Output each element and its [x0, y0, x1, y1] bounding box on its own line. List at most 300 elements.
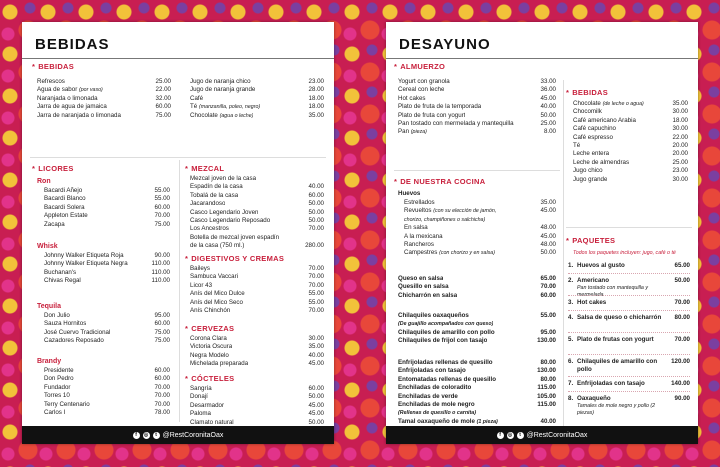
item-label: Naranjada o limonada: [37, 94, 98, 102]
item-label: Jugo de naranja chico: [190, 78, 251, 85]
package-item: [568, 314, 690, 322]
bebidas-list-left: [37, 78, 171, 120]
item-label: Carlos I: [44, 409, 66, 417]
item-name: [190, 282, 212, 290]
item-price: 32.00: [155, 94, 171, 102]
item-name: [398, 393, 458, 401]
social-footer: [22, 426, 334, 444]
item-label: Corona Clara: [190, 335, 227, 342]
bebidas-page: [22, 22, 334, 444]
page-title: BEBIDAS: [35, 36, 110, 53]
item-label: Agua de sabor: [37, 86, 79, 94]
section-title-almuerzo: * ALMUERZO: [394, 62, 446, 71]
item-price: 55.00: [154, 195, 170, 203]
menu-item: [398, 312, 556, 320]
item-price: 45.00: [540, 94, 556, 102]
menu-item: [398, 128, 556, 136]
item-name: [573, 108, 602, 116]
item-price: 90.00: [154, 252, 170, 259]
item-label: Bacardi Solera: [44, 203, 85, 211]
menu-item: [37, 112, 171, 120]
item-name: [398, 384, 471, 392]
item-name: [37, 95, 98, 103]
item-price: 78.00: [154, 409, 170, 417]
item-label: Enchiladas de verde: [398, 392, 458, 400]
item-label: Plato de fruta de la temporada: [398, 103, 482, 111]
item-label: Jarra de naranjada o limonada: [37, 111, 121, 119]
menu-item: [573, 108, 688, 116]
item-price: 70.00: [154, 383, 170, 391]
item-label: Jacarandoso: [190, 200, 226, 208]
item-name: [398, 120, 514, 128]
item-price: [320, 175, 324, 183]
package-separator: [568, 391, 690, 392]
item-label: Enchiladas de coloradito: [398, 384, 472, 392]
twitter-icon[interactable]: t: [153, 432, 160, 439]
item-name: [398, 292, 457, 300]
item-label: Queso en salsa: [398, 275, 444, 282]
item-price: 40.00: [540, 103, 556, 111]
item-name: [398, 86, 444, 94]
item-label: Cereal con leche: [398, 86, 445, 94]
item-price: 40.00: [540, 417, 556, 425]
item-price: 70.00: [308, 307, 324, 315]
item-label: Sauza Hornitos: [44, 320, 87, 328]
menu-item: [190, 234, 324, 242]
menu-item: [44, 384, 170, 392]
item-label: Bacardi Blanco: [44, 195, 86, 203]
item-note: (con chorizo y en salsa): [439, 250, 496, 257]
item-name: [398, 312, 469, 320]
item-name: [398, 95, 426, 103]
package-price: 70.00: [674, 336, 690, 343]
menu-item: [398, 249, 556, 257]
item-name: [190, 402, 224, 410]
item-price: 36.00: [540, 86, 556, 94]
item-price: 25.00: [672, 158, 688, 166]
item-label: Licor 43: [190, 281, 213, 289]
item-name: [44, 409, 65, 417]
menu-item: [190, 393, 324, 401]
item-name: [190, 112, 253, 120]
item-price: 60.00: [154, 320, 170, 328]
item-label: Fundador: [44, 383, 71, 391]
menu-item: [398, 418, 556, 426]
item-label: Plato de fruta con yogurt: [398, 111, 466, 119]
item-price: 22.00: [672, 133, 688, 141]
item-label: Campestres: [404, 249, 440, 257]
item-label: Clamato natural: [190, 418, 234, 426]
digestivos-list: [190, 265, 324, 315]
item-price: 70.00: [308, 273, 324, 281]
item-name: [44, 221, 65, 229]
item-label: Chocolate: [190, 111, 220, 119]
menu-item: [190, 335, 324, 343]
item-name: [398, 103, 481, 111]
menu-item: [44, 260, 170, 268]
item-price: 50.00: [308, 393, 324, 401]
item-name: [398, 359, 493, 367]
item-price: 50.00: [540, 249, 556, 257]
menu-item: [190, 183, 324, 191]
item-label: Anís del Mico Seco: [190, 298, 243, 306]
item-price: 80.00: [540, 375, 556, 383]
package-row: [568, 395, 690, 418]
item-label: En salsa: [404, 224, 428, 232]
item-label: Mezcal joven de la casa: [190, 175, 257, 182]
package-item: [568, 299, 690, 307]
menu-item: [37, 95, 171, 103]
item-name: [190, 360, 248, 368]
item-label: de la casa (750 ml.): [190, 242, 245, 250]
item-note: (pieza): [410, 129, 427, 136]
item-price: [552, 409, 556, 417]
social-handle[interactable]: @RestCoronitaOax: [526, 431, 588, 439]
item-name: [573, 150, 609, 158]
item-price: 40.00: [308, 183, 324, 191]
menu-item: [398, 393, 556, 401]
item-price: 60.00: [308, 385, 324, 392]
item-label: Paloma: [190, 410, 211, 418]
item-price: 18.00: [672, 116, 688, 124]
paquetes-note: Todos los paquetes incluyen: jugo, café o té: [573, 250, 676, 256]
item-name: [573, 134, 613, 142]
item-label: Johnny Walker Etiqueta Negra: [44, 260, 128, 268]
item-label: Café: [190, 94, 204, 102]
item-note: (De guajillo acompañados con queso): [398, 321, 494, 328]
item-price: 55.00: [540, 312, 556, 319]
item-name: [398, 78, 450, 86]
package-row: [568, 277, 690, 300]
menu-item: [398, 199, 556, 207]
item-label: Victoria Oscura: [190, 343, 233, 351]
menu-item: [573, 117, 688, 125]
item-label: Leche de almendras: [573, 158, 630, 166]
cocteles-list: [190, 385, 324, 427]
item-label: Té: [190, 103, 199, 111]
menu-item: [190, 352, 324, 360]
menu-item: [44, 312, 170, 320]
item-name: [44, 312, 70, 320]
item-name: [190, 192, 238, 200]
item-label: Estrellados: [404, 199, 435, 206]
item-price: [552, 320, 556, 328]
subsection-tequila: Tequila: [37, 303, 61, 310]
item-name: [573, 142, 580, 150]
item-label: Terry Centenario: [44, 400, 90, 408]
menu-item: [573, 176, 688, 184]
section-title-mezcal: * MEZCAL: [185, 164, 225, 173]
menu-item: [573, 134, 688, 142]
item-label: Sangría: [190, 385, 212, 392]
section-title-bebidas: * BEBIDAS: [32, 62, 75, 71]
quesos-list: [398, 275, 556, 300]
menu-item: [398, 86, 556, 94]
menu-item: [44, 204, 170, 212]
item-name: [44, 212, 88, 220]
item-name: [37, 86, 103, 94]
item-label: Entomatadas rellenas de quesillo: [398, 375, 496, 383]
item-price: 30.00: [308, 335, 324, 342]
menu-item: [190, 273, 324, 281]
menu-item: [37, 78, 171, 86]
item-label: Rancheros: [404, 241, 434, 249]
item-price: 110.00: [151, 277, 170, 285]
item-price: 45.00: [540, 207, 556, 215]
package-separator: [568, 273, 690, 274]
menu-item: [190, 225, 324, 233]
item-name: [404, 233, 443, 241]
menu-item: [398, 233, 556, 241]
item-label: Michelada preparada: [190, 360, 249, 368]
social-handle[interactable]: @RestCoronitaOax: [162, 431, 224, 439]
package-item: [568, 380, 690, 388]
menu-item: [190, 86, 324, 94]
item-name: [398, 401, 475, 409]
item-name: [190, 234, 279, 242]
item-name: [190, 175, 256, 183]
item-price: 65.00: [540, 275, 556, 282]
item-name: [190, 290, 245, 298]
menu-item: [190, 282, 324, 290]
item-label: Donají: [190, 393, 208, 401]
menu-item: [190, 112, 324, 120]
item-name: [44, 269, 76, 277]
package-row: [568, 314, 690, 322]
menu-item: [398, 337, 556, 345]
package-item: [568, 277, 690, 300]
package-separator: [568, 295, 690, 296]
item-price: 70.00: [154, 392, 170, 400]
item-name: [44, 187, 82, 195]
section-title-cocteles: * CÓCTELES: [185, 374, 235, 383]
section-divider: [394, 170, 560, 171]
menu-item: [398, 224, 556, 232]
package-separator: [568, 354, 690, 355]
item-name: [44, 252, 124, 260]
item-label: Quesillo en salsa: [398, 283, 449, 291]
item-price: 80.00: [540, 359, 556, 366]
menu-item: [190, 78, 324, 86]
item-name: [404, 207, 514, 224]
item-label: Bacardi Añejo: [44, 187, 83, 194]
package-number: 5.: [568, 336, 574, 343]
menu-item: [398, 367, 556, 375]
item-name: [44, 204, 85, 212]
item-name: [398, 376, 496, 384]
item-name: [44, 392, 70, 400]
item-price: 35.00: [308, 343, 324, 351]
item-name: [190, 200, 225, 208]
item-price: 110.00: [151, 260, 170, 268]
item-price: 70.00: [308, 281, 324, 289]
item-price: 30.00: [672, 175, 688, 183]
package-price: 140.00: [671, 380, 690, 387]
package-price: 120.00: [671, 358, 690, 365]
item-price: 23.00: [672, 167, 688, 175]
package-name: [577, 277, 668, 300]
menu-item: [190, 103, 324, 111]
item-name: [37, 78, 65, 86]
menu-item: [44, 375, 170, 383]
item-price: 33.00: [540, 78, 556, 85]
menu-item: [190, 343, 324, 351]
item-name: [404, 224, 428, 232]
item-price: 55.00: [154, 187, 170, 194]
item-price: 60.00: [155, 103, 171, 111]
item-label: Hot cakes: [398, 94, 426, 102]
item-label: Enchiladas de mole negro: [398, 401, 475, 409]
twitter-icon[interactable]: t: [517, 432, 524, 439]
item-label: Café espresso: [573, 133, 613, 141]
item-price: 20.00: [672, 150, 688, 158]
menu-item: [190, 95, 324, 103]
item-label: Botella de mezcal joven espadín: [190, 233, 280, 241]
bebidas-list-right: [190, 78, 324, 120]
item-label: Cazadores Reposado: [44, 337, 104, 345]
facebook-icon[interactable]: f: [133, 432, 140, 439]
package-name: [577, 314, 668, 322]
menu-item: [44, 195, 170, 203]
item-label: Chilaquiles de amarillo con pollo: [398, 328, 495, 336]
package-name: [577, 336, 668, 344]
item-name: [190, 343, 232, 351]
item-label: Desarmador: [190, 401, 225, 409]
item-price: 18.00: [308, 94, 324, 102]
item-price: 60.00: [154, 375, 170, 383]
item-price: 70.00: [308, 265, 324, 272]
menu-item: [37, 103, 171, 111]
package-row: [568, 262, 690, 270]
item-note: (Rellenas de quesillo o carnita): [398, 410, 477, 417]
item-price: 70.00: [154, 212, 170, 220]
item-label: Los Ancestros: [190, 225, 229, 233]
menu-item: [190, 217, 324, 225]
item-name: [190, 225, 229, 233]
title-divider: [386, 58, 698, 59]
instagram-icon[interactable]: ◎: [507, 431, 513, 438]
item-price: 130.00: [537, 337, 556, 345]
item-price: 55.00: [308, 298, 324, 306]
package-label: Chilaquiles de amarillo con pollo: [577, 358, 658, 373]
item-name: [573, 125, 616, 133]
item-name: [398, 329, 495, 337]
menu-item: [398, 283, 556, 291]
item-price: 60.00: [308, 191, 324, 199]
item-note: (de leche o agua): [602, 101, 644, 107]
item-label: Negra Modelo: [190, 351, 229, 359]
item-label: Don Pedro: [44, 375, 74, 383]
section-title-paquetes: * PAQUETES: [566, 236, 616, 245]
subsection-ron: Ron: [37, 178, 51, 185]
item-name: [190, 352, 229, 360]
instagram-icon[interactable]: ◎: [143, 431, 149, 438]
mezcal-list: [190, 175, 324, 251]
item-name: [190, 217, 270, 225]
item-label: Té: [573, 142, 581, 150]
item-name: [44, 277, 81, 285]
item-name: [190, 103, 260, 111]
item-price: 50.00: [308, 200, 324, 208]
menu-item: [44, 320, 170, 328]
section-title-cocina: * DE NUESTRA COCINA: [394, 177, 486, 186]
menu-item: [190, 265, 324, 273]
menu-item: [44, 187, 170, 195]
item-name: [190, 209, 258, 217]
item-name: [573, 117, 636, 125]
item-label: Appleton Estate: [44, 212, 88, 220]
item-label: Sambuca Vaccari: [190, 273, 239, 281]
item-label: Revueltos: [404, 207, 434, 215]
subsection-whisk: Whisk: [37, 243, 58, 250]
item-label: Chivas Regal: [44, 277, 81, 285]
item-name: [190, 273, 238, 281]
package-row: [568, 336, 690, 344]
menu-item: [398, 112, 556, 120]
package-price: 90.00: [674, 395, 690, 402]
item-label: Jarra de agua de jamaica: [37, 103, 107, 111]
menu-item: [398, 376, 556, 384]
item-label: Café americano Arabia: [573, 116, 636, 124]
item-name: [398, 367, 466, 375]
item-name: [573, 176, 607, 184]
facebook-icon[interactable]: f: [497, 432, 504, 439]
item-price: 60.00: [154, 203, 170, 211]
item-name: [44, 384, 71, 392]
menu-item: [44, 212, 170, 220]
almuerzo-list: [398, 78, 556, 137]
menu-item: [573, 125, 688, 133]
package-item: [568, 262, 690, 270]
package-name: [577, 380, 668, 388]
item-price: 75.00: [154, 337, 170, 345]
item-label: Chilaquiles de frijol con tasajo: [398, 337, 488, 345]
item-name: [37, 103, 107, 111]
item-note: (por vaso): [78, 87, 103, 94]
item-name: [44, 329, 110, 337]
menu-item: [44, 337, 170, 345]
item-price: 75.00: [154, 220, 170, 228]
item-label: Anís Chinchón: [190, 307, 231, 315]
item-label: Café capuchino: [573, 125, 616, 133]
menu-item: [44, 409, 170, 417]
item-name: [398, 283, 449, 291]
item-label: Enfrijoladas rellenas de quesillo: [398, 359, 493, 366]
item-label: Enfrijoladas con tasajo: [398, 367, 466, 375]
item-label: Pan tostado con mermelada y mantequilla: [398, 120, 514, 128]
item-label: Tobalá de la casa: [190, 191, 239, 199]
item-price: 115.00: [537, 384, 556, 392]
package-number: 3.: [568, 299, 574, 306]
item-price: 30.00: [672, 108, 688, 116]
menu-item: [573, 167, 688, 175]
item-name: [398, 337, 487, 345]
item-price: 48.00: [540, 224, 556, 232]
item-price: 280.00: [305, 242, 324, 250]
item-price: 130.00: [537, 367, 556, 375]
item-name: [190, 335, 227, 343]
package-number: 1.: [568, 262, 574, 269]
package-separator: [568, 332, 690, 333]
menu-item: [573, 100, 688, 108]
menu-item: [398, 120, 556, 128]
menu-item: [398, 275, 556, 283]
item-label: Chicharrón en salsa: [398, 291, 458, 299]
item-name: [573, 167, 603, 175]
item-price: 50.00: [308, 208, 324, 216]
item-name: [44, 320, 86, 328]
item-name: [398, 112, 465, 120]
